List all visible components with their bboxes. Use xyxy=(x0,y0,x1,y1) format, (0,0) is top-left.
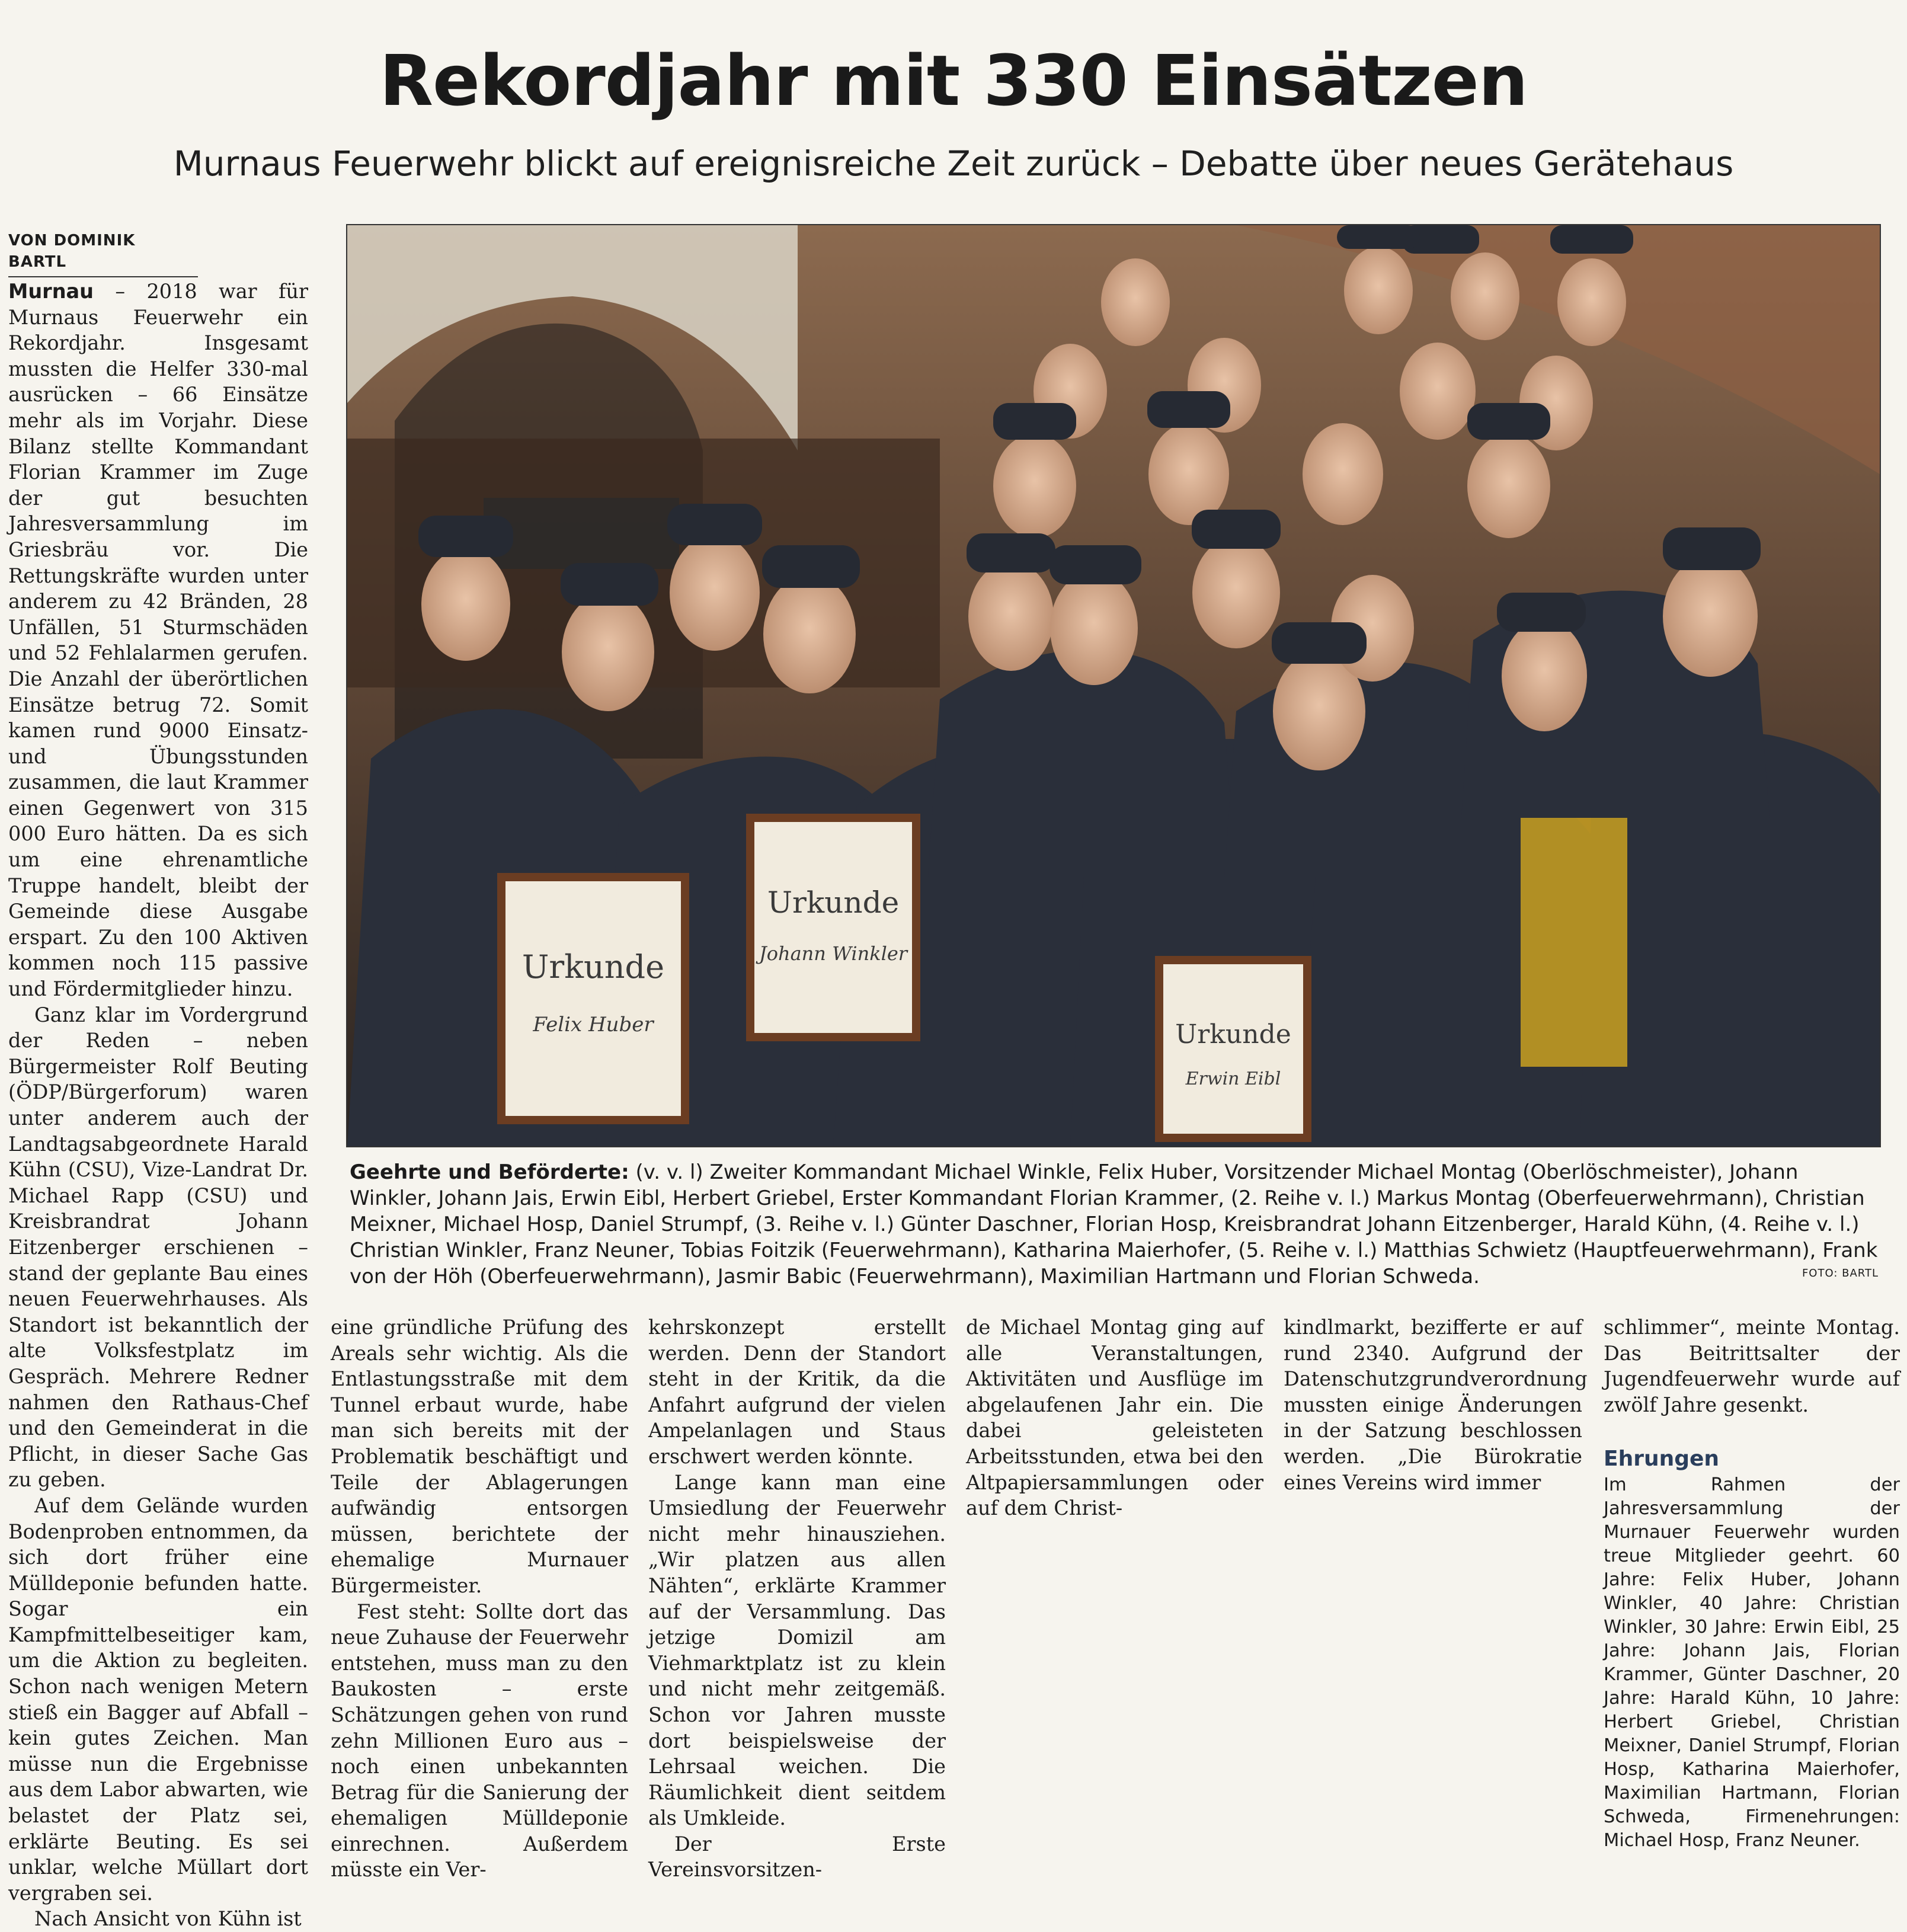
byline: VON DOMINIK BARTL xyxy=(8,230,198,277)
paragraph: Fest steht: Sollte dort das neue Zuhause der Feuerwehr entstehen, muss man zu den Baukosten – erste Schätzungen gehen von rund zehn Millionen Euro aus – noch einen unbekannten Betrag für die Sanierung der ehemaligen Mülldeponie einrechnen. Außerdem müsste ein Ver- xyxy=(331,1600,628,1882)
group-photo xyxy=(346,224,1881,1147)
paragraph-text: – 2018 war für Murnaus Feuerwehr ein Rekordjahr. Insgesamt mussten die Helfer 330-mal ausrücken – 66 Einsätze mehr als im Vorjahr. Diese Bilanz stellte Kommandant Florian Krammer im Zuge der gut besuchten Jahresversammlung im Griesbräu vor. Die Rettungskräfte wurden unter anderem zu 42 Bränden, 28 Unfällen, 51 Sturmschäden und 52 Fehlalarmen gerufen. Die Anzahl der überörtlichen Einsätze betrug 72. Somit kamen rund 9000 Einsatz- und Übungsstunden zusammen, die laut Krammer einen Gegenwert von 315 000 Euro hätten. Da es sich um eine ehrenamtliche Truppe handelt, bleibt der Gemeinde diese Ausgabe erspart. Zu den 100 Aktiven kommen noch 115 passive und Fördermitglieder hinzu. xyxy=(8,280,308,1001)
certificate-title: Urkunde xyxy=(521,948,665,986)
paragraph: eine gründliche Prüfung des Areals sehr wichtig. Als die Entlastungsstraße mit dem Tunnel erbaut wurde, habe man sich bereits mit der Problematik beschäftigt und Teile der Ablagerungen aufwändig entsorgen müssen, berichtete der ehemalige Murnauer Bürgermeister. xyxy=(331,1316,628,1597)
caption-label: Geehrte und Beförderte: xyxy=(350,1160,629,1184)
sidebar-text: Im Rahmen der Jahresversammlung der Murnauer Feuerwehr wurden treue Mitglieder geehrt. 60 Jahre: Felix Huber, Johann Winkler, 40 Jahre: Christian Winkler, 30 Jahre: Erwin Eibl, 25 Jahre: Johann Jais, Florian Krammer, Günter Daschner, 20 Jahre: Harald Kühn, 10 Jahre: Herbert Griebel, Christian Meixner, Daniel Strumpf, Florian Hosp, Katharina Maierhofer, Maximilian Hartmann, Florian Schweda, Firmenehrungen: Michael Hosp, Franz Neuner. xyxy=(1604,1474,1900,1851)
paragraph: Der Erste Vereinsvorsitzen- xyxy=(648,1832,946,1882)
honors-sidebar xyxy=(1604,1446,1900,1853)
subheadline: Murnaus Feuerwehr blickt auf ereignisreiche Zeit zurück – Debatte über neues Gerätehaus xyxy=(173,143,1734,184)
column-1 xyxy=(8,279,308,1932)
caption-text: (v. v. l) Zweiter Kommandant Michael Winkle, Felix Huber, Vorsitzender Michael Montag (Oberlöschmeister), Johann Winkler, Johann Jais, Erwin Eibl, Herbert Griebel, Erster Kommandant Florian Krammer, (2. Reihe v. l.) Markus Montag (Oberfeuerwehrmann), Christian Meixner, Michael Hosp, Daniel Strumpf, (3. Reihe v. l.) Günter Daschner, Florian Hosp, Kreisbrandrat Johann Eitzenberger, Harald Kühn, (4. Reihe v. l.) Christian Winkler, Franz Neuner, Tobias Foitzik (Feuerwehrmann), Katharina Maierhofer, (5. Reihe v. l.) Matthias Schwietz (Hauptfeuerwehrmann), Frank von der Höh (Oberfeuerwehrmann), Jasmir Babic (Feuerwehrmann), Maximilian Hartmann und Florian Schweda. xyxy=(350,1160,1878,1288)
certificate-name: Johann Winkler xyxy=(759,942,908,965)
certificate-name: Erwin Eibl xyxy=(1185,1069,1281,1089)
column-2 xyxy=(331,1314,628,1883)
photo-credit: FOTO: BARTL xyxy=(1802,1267,1879,1280)
paragraph: kehrskonzept erstellt werden. Denn der Standort steht in der Kritik, da die Anfahrt aufgrund der vielen Ampelanlagen und Staus erschwert werden könnte. xyxy=(648,1316,946,1468)
certificate-name: Felix Huber xyxy=(533,1013,654,1037)
certificate-title: Urkunde xyxy=(1175,1019,1291,1050)
dateline: Murnau xyxy=(8,280,94,303)
paragraph xyxy=(8,279,308,1002)
column-4 xyxy=(966,1314,1263,1521)
column-3 xyxy=(648,1314,946,1883)
photo-caption xyxy=(350,1159,1879,1290)
column-5 xyxy=(1284,1314,1588,1495)
column-6 xyxy=(1604,1314,1900,1418)
paragraph: kindlmarkt, bezifferte er auf rund 2340. Aufgrund der Datenschutzgrundverordnung mussten einige Änderungen in der Satzung beschlossen werden. „Die Bürokratie eines Vereins wird immer xyxy=(1284,1316,1588,1494)
paragraph: Ganz klar im Vordergrund der Reden – neben Bürgermeister Rolf Beuting (ÖDP/Bürgerforum) waren unter anderem auch der Landtagsabgeordnete Harald Kühn (CSU), Vize-Landrat Dr. Michael Rapp (CSU) und Kreisbrandrat Johann Eitzenberger erschienen – stand der geplante Bau eines neuen Feuerwehrhauses. Als Standort ist bekanntlich der alte Volksfestplatz im Gespräch. Mehrere Redner nahmen den Rathaus-Chef und den Gemeinderat in die Pflicht, in dieser Sache Gas zu geben. xyxy=(8,1003,308,1492)
headline: Rekordjahr mit 330 Einsätzen xyxy=(379,40,1528,121)
paragraph: Nach Ansicht von Kühn ist xyxy=(34,1907,302,1931)
paragraph: Auf dem Gelände wurden Bodenproben entnommen, da sich dort früher eine Mülldeponie befunden hatte. Sogar ein Kampfmittelbeseitiger kam, um die Aktion zu begleiten. Schon nach wenigen Metern stieß ein Bagger auf Abfall – kein gutes Zeichen. Man müsse nun die Ergebnisse aus dem Labor abwarten, wie belastet der Platz sei, erklärte Beuting. Es sei unklar, welche Müllart dort vergraben sei. xyxy=(8,1493,308,1905)
paragraph: Lange kann man eine Umsiedlung der Feuerwehr nicht mehr hinausziehen. „Wir platzen aus allen Nähten“, erklärte Krammer auf der Versammlung. Das jetzige Domizil am Viehmarktplatz ist zu klein und nicht mehr zeitgemäß. Schon vor Jahren musste dort beispielsweise der Lehrsaal weichen. Die Räumlichkeit dient seitdem als Umkleide. xyxy=(648,1470,946,1830)
paragraph: schlimmer“, meinte Montag. Das Beitrittsalter der Jugendfeuerwehr wurde auf zwölf Jahre gesenkt. xyxy=(1604,1316,1900,1416)
paragraph: de Michael Montag ging auf alle Veranstaltungen, Aktivitäten und Ausflüge im abgelaufenen Jahr ein. Die dabei geleisteten Arbeitsstunden, etwa bei den Altpapiersammlungen oder auf dem Christ- xyxy=(966,1316,1263,1520)
certificate-title: Urkunde xyxy=(767,885,900,920)
sidebar-title: Ehrungen xyxy=(1604,1447,1720,1471)
photo-illustration xyxy=(347,225,1880,1146)
